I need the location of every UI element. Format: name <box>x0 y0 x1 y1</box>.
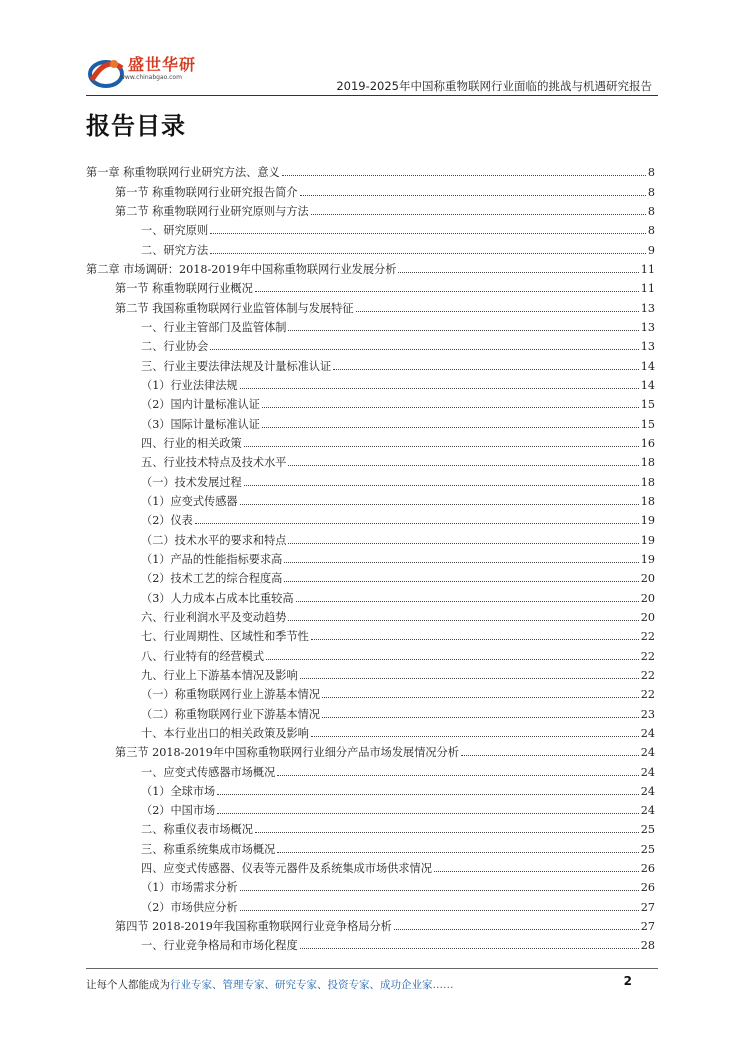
toc-entry[interactable] <box>86 915 655 934</box>
toc-entry-page: 25 <box>640 842 655 856</box>
toc-dot-leader <box>288 330 638 331</box>
toc-dot-leader <box>333 369 639 370</box>
toc-entry-title: （1）全球市场 <box>141 784 216 798</box>
toc-dot-leader <box>398 272 638 273</box>
toc-entry-page: 24 <box>640 726 655 740</box>
toc-entry-title: （1）市场需求分析 <box>141 881 238 895</box>
toc-entry-title: 一、研究原则 <box>141 224 209 238</box>
toc-dot-leader <box>244 485 639 486</box>
toc-entry-page: 26 <box>640 881 655 895</box>
toc-entry-title: 五、行业技术特点及技术水平 <box>141 456 287 470</box>
toc-entry-title: 一、行业主管部门及监管体制 <box>141 320 287 334</box>
toc-entry-title: （二）技术水平的要求和特点 <box>141 533 287 547</box>
toc-entry-page: 28 <box>640 939 655 953</box>
toc-entry-title: 十、本行业出口的相关政策及影响 <box>141 726 309 740</box>
toc-entry-title: 七、行业周期性、区域性和季节性 <box>141 630 309 644</box>
toc-entry-page: 8 <box>647 166 655 180</box>
toc-dot-leader <box>288 465 638 466</box>
toc-entry-title: 三、称重系统集成市场概况 <box>141 842 276 856</box>
toc-entry[interactable] <box>86 664 655 683</box>
toc-entry-page: 11 <box>640 262 655 276</box>
toc-entry-title: 六、行业利润水平及变动趋势 <box>141 610 287 624</box>
toc-entry-page: 27 <box>640 900 655 914</box>
toc-entry[interactable] <box>86 432 655 451</box>
toc-entry[interactable] <box>86 934 655 953</box>
toc-dot-leader <box>434 871 639 872</box>
toc-entry-title: 第四节 2018-2019年我国称重物联网行业竞争格局分析 <box>115 920 392 934</box>
toc-entry-title: 第二节 我国称重物联网行业监管体制与发展特征 <box>115 301 354 315</box>
header-divider <box>86 95 658 96</box>
toc-entry[interactable] <box>86 722 655 741</box>
toc-entry[interactable] <box>86 374 655 393</box>
toc-entry[interactable] <box>86 180 655 199</box>
toc-entry[interactable] <box>86 451 655 470</box>
toc-entry-page: 18 <box>640 456 655 470</box>
toc-entry[interactable] <box>86 528 655 547</box>
toc-entry-title: 四、行业的相关政策 <box>141 436 242 450</box>
toc-dot-leader <box>266 659 639 660</box>
toc-entry-title: 一、行业竞争格局和市场化程度 <box>141 939 298 953</box>
toc-dot-leader <box>277 852 638 853</box>
toc-entry-page: 8 <box>647 204 655 218</box>
toc-dot-leader <box>311 639 639 640</box>
toc-dot-leader <box>288 620 638 621</box>
toc-entry-page: 13 <box>640 340 655 354</box>
footer-prefix: 让每个人都能成为 <box>86 979 170 991</box>
toc-dot-leader <box>300 948 639 949</box>
toc-entry-page: 27 <box>640 920 655 934</box>
toc-dot-leader <box>288 543 638 544</box>
toc-entry[interactable] <box>86 606 655 625</box>
toc-entry[interactable] <box>86 238 655 257</box>
toc-entry-page: 25 <box>640 823 655 837</box>
footer-slogan <box>86 977 454 992</box>
toc-entry[interactable] <box>86 490 655 509</box>
toc-entry-title: 二、行业协会 <box>141 340 209 354</box>
toc-dot-leader <box>255 832 639 833</box>
toc-entry[interactable] <box>86 161 655 180</box>
toc-dot-leader <box>394 929 639 930</box>
toc-entry[interactable] <box>86 702 655 721</box>
toc-entry-title: （2）市场供应分析 <box>141 900 238 914</box>
toc-entry-page: 22 <box>640 688 655 702</box>
toc-entry-title: （3）国际计量标准认证 <box>141 417 260 431</box>
toc-entry-page: 19 <box>640 514 655 528</box>
toc-entry-page: 24 <box>640 765 655 779</box>
toc-entry[interactable] <box>86 296 655 315</box>
toc-entry[interactable] <box>86 316 655 335</box>
toc-entry-title: （1）应变式传感器 <box>141 494 238 508</box>
toc-dot-leader <box>210 349 639 350</box>
toc-entry-title: 第二节 称重物联网行业研究原则与方法 <box>115 204 309 218</box>
toc-entry-title: 第二章 市场调研：2018-2019年中国称重物联网行业发展分析 <box>86 262 397 276</box>
page-number: 2 <box>623 974 632 988</box>
toc-entry-title: （2）技术工艺的综合程度高 <box>141 572 283 586</box>
toc-entry-title: （1）行业法律法规 <box>141 378 238 392</box>
toc-entry-page: 24 <box>640 804 655 818</box>
logo-text: 盛世华研 <box>128 55 197 74</box>
logo-url: www.chinabgao.com <box>120 74 182 81</box>
toc-entry-title: （二）称重物联网行业下游基本情况 <box>141 707 321 721</box>
toc-entry-page: 13 <box>640 320 655 334</box>
toc-entry[interactable] <box>86 509 655 528</box>
toc-entry-page: 20 <box>640 591 655 605</box>
toc-entry[interactable] <box>86 586 655 605</box>
toc-entry-page: 18 <box>640 475 655 489</box>
toc-entry-page: 19 <box>640 552 655 566</box>
report-title: 2019-2025年中国称重物联网行业面临的挑战与机遇研究报告 <box>336 79 652 93</box>
toc-entry-title: 第三节 2018-2019年中国称重物联网行业细分产品市场发展情况分析 <box>115 746 459 760</box>
toc-dot-leader <box>210 253 646 254</box>
toc-dot-leader <box>255 291 639 292</box>
table-of-contents <box>86 161 655 953</box>
toc-dot-leader <box>240 910 639 911</box>
toc-entry[interactable] <box>86 895 655 914</box>
toc-entry-page: 24 <box>640 784 655 798</box>
footer-highlight: 行业专家、管理专家、研究专家、投资专家、成功企业家…… <box>170 979 454 991</box>
toc-entry[interactable] <box>86 780 655 799</box>
toc-dot-leader <box>296 601 639 602</box>
toc-entry[interactable] <box>86 857 655 876</box>
toc-entry-page: 9 <box>647 243 655 257</box>
toc-entry[interactable] <box>86 412 655 431</box>
toc-entry-title: 三、行业主要法律法规及计量标准认证 <box>141 359 332 373</box>
toc-dot-leader <box>282 175 646 176</box>
toc-dot-leader <box>195 523 639 524</box>
toc-entry-page: 20 <box>640 572 655 586</box>
page-header <box>0 0 744 100</box>
toc-entry-title: 二、称重仪表市场概况 <box>141 823 253 837</box>
toc-entry[interactable] <box>86 219 655 238</box>
toc-entry-title: 第一节 称重物联网行业研究报告简介 <box>115 185 298 199</box>
toc-entry-title: （2）仪表 <box>141 514 193 528</box>
toc-entry[interactable] <box>86 876 655 895</box>
toc-entry-page: 22 <box>640 649 655 663</box>
footer-divider <box>86 968 658 969</box>
toc-entry-page: 15 <box>640 398 655 412</box>
toc-entry-title: 一、应变式传感器市场概况 <box>141 765 276 779</box>
toc-entry[interactable] <box>86 741 655 760</box>
toc-entry-page: 11 <box>640 282 655 296</box>
toc-entry[interactable] <box>86 393 655 412</box>
toc-dot-leader <box>277 775 638 776</box>
toc-entry[interactable] <box>86 644 655 663</box>
toc-dot-leader <box>311 214 646 215</box>
page-title: 报告目录 <box>86 112 186 140</box>
toc-entry-title: 第一章 称重物联网行业研究方法、意义 <box>86 166 280 180</box>
toc-entry[interactable] <box>86 470 655 489</box>
toc-entry-title: 第一节 称重物联网行业概况 <box>115 282 253 296</box>
toc-entry-page: 19 <box>640 533 655 547</box>
toc-entry-page: 14 <box>640 359 655 373</box>
toc-entry-page: 8 <box>647 224 655 238</box>
toc-entry-page: 23 <box>640 707 655 721</box>
toc-entry-page: 14 <box>640 378 655 392</box>
toc-entry-page: 20 <box>640 610 655 624</box>
toc-entry-page: 15 <box>640 417 655 431</box>
toc-dot-leader <box>300 195 646 196</box>
toc-dot-leader <box>262 407 639 408</box>
toc-entry-title: 二、研究方法 <box>141 243 209 257</box>
toc-dot-leader <box>240 504 639 505</box>
toc-entry[interactable] <box>86 567 655 586</box>
toc-entry-title: （2）国内计量标准认证 <box>141 398 260 412</box>
toc-entry-page: 22 <box>640 668 655 682</box>
toc-dot-leader <box>311 736 639 737</box>
toc-entry[interactable] <box>86 799 655 818</box>
toc-entry[interactable] <box>86 548 655 567</box>
toc-dot-leader <box>461 755 639 756</box>
toc-dot-leader <box>244 446 639 447</box>
toc-dot-leader <box>300 678 639 679</box>
toc-entry-page: 18 <box>640 494 655 508</box>
toc-dot-leader <box>240 890 639 891</box>
toc-dot-leader <box>217 794 639 795</box>
toc-entry-title: （一）称重物联网行业上游基本情况 <box>141 688 321 702</box>
toc-entry-page: 22 <box>640 630 655 644</box>
toc-dot-leader <box>284 562 638 563</box>
toc-dot-leader <box>356 311 639 312</box>
toc-dot-leader <box>240 388 639 389</box>
toc-entry-title: 九、行业上下游基本情况及影响 <box>141 668 298 682</box>
toc-entry-page: 8 <box>647 185 655 199</box>
toc-entry-page: 26 <box>640 862 655 876</box>
toc-entry-title: 四、应变式传感器、仪表等元器件及系统集成市场供求情况 <box>141 862 432 876</box>
toc-entry-title: （3）人力成本占成本比重较高 <box>141 591 294 605</box>
toc-entry-title: （一）技术发展过程 <box>141 475 242 489</box>
toc-entry[interactable] <box>86 837 655 856</box>
toc-dot-leader <box>262 427 639 428</box>
toc-entry-page: 13 <box>640 301 655 315</box>
toc-entry[interactable] <box>86 683 655 702</box>
toc-entry[interactable] <box>86 354 655 373</box>
toc-entry-title: （1）产品的性能指标要求高 <box>141 552 283 566</box>
toc-dot-leader <box>322 717 639 718</box>
toc-entry[interactable] <box>86 818 655 837</box>
toc-entry[interactable] <box>86 277 655 296</box>
toc-entry-title: 八、行业特有的经营模式 <box>141 649 265 663</box>
toc-entry[interactable] <box>86 258 655 277</box>
toc-dot-leader <box>322 697 639 698</box>
toc-entry[interactable] <box>86 625 655 644</box>
toc-entry-title: （2）中国市场 <box>141 804 216 818</box>
toc-entry[interactable] <box>86 335 655 354</box>
toc-dot-leader <box>217 813 639 814</box>
toc-entry[interactable] <box>86 760 655 779</box>
toc-entry[interactable] <box>86 200 655 219</box>
toc-entry-page: 16 <box>640 436 655 450</box>
toc-dot-leader <box>284 581 638 582</box>
toc-entry-page: 24 <box>640 746 655 760</box>
toc-dot-leader <box>210 233 646 234</box>
